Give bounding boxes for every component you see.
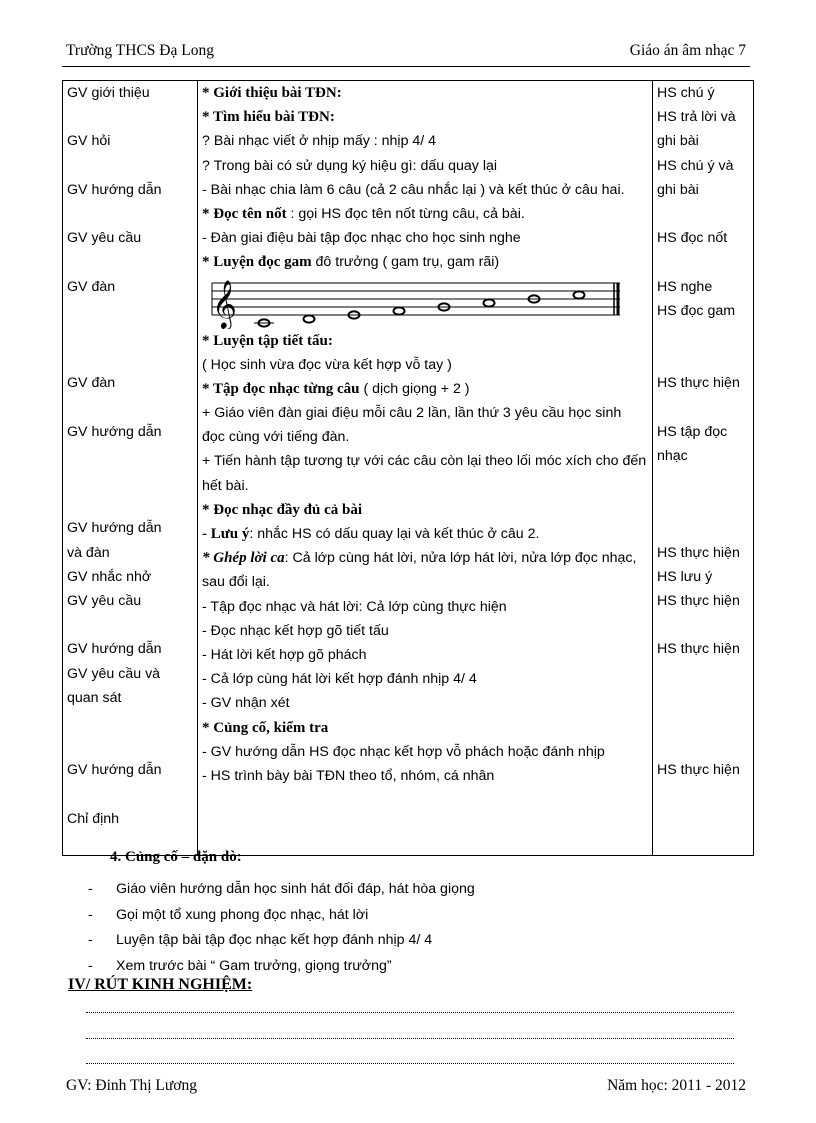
teacher-activity-column	[63, 81, 198, 856]
c-major-scale-staff	[202, 275, 648, 329]
student-activity-line: HS thực hiện	[657, 375, 740, 392]
student-activity-line	[657, 492, 749, 516]
student-activity-line: HS thực hiện	[657, 544, 740, 561]
lesson-table	[62, 80, 754, 856]
student-activity-line: HS tập đọc	[657, 423, 728, 440]
experience-title: IV/ RÚT KINH NGHIỆM:	[68, 976, 253, 993]
intro-title: * Giới thiệu bài TĐN:	[202, 85, 342, 101]
structure-text: - Bài nhạc chia làm 6 câu (cả 2 câu nhắc lại ) và kết thúc ở câu hai.	[202, 181, 625, 198]
dash-bullet-icon: -	[88, 932, 93, 948]
lyrics-title: * Ghép lời ca	[202, 550, 285, 567]
consolidation-title: 4. Củng cố – dặn dò:	[110, 849, 242, 865]
school-year: Năm học: 2011 - 2012	[607, 1077, 746, 1094]
teacher-activity-line: GV đàn	[67, 375, 116, 392]
whole-note	[574, 291, 585, 298]
teacher-activity-line: GV hướng dẫn	[67, 762, 162, 779]
check-2: - HS trình bày bài TĐN theo tổ, nhóm, cá nhân	[202, 768, 495, 784]
teacher-activity-line	[67, 395, 193, 419]
explore-title: * Tìm hiểu bài TĐN:	[202, 109, 335, 126]
dash-bullet-icon: -	[88, 957, 93, 974]
check-1: - GV hướng dẫn HS đọc nhạc kết hợp vỗ phách hoặc đánh nhịp	[202, 743, 605, 760]
whole-note	[484, 299, 495, 306]
note-label: - Lưu ý	[202, 526, 250, 543]
student-activity-line: HS trả lời và	[657, 109, 736, 126]
list-item: - Luyện tập bài tập đọc nhạc kết hợp đánh nhịp 4/ 4	[88, 928, 475, 954]
teacher-activity-line: GV hướng dẫn	[67, 181, 162, 198]
practice-4: - Cả lớp cùng hát lời kết hợp đánh nhịp 4/ 4	[202, 671, 477, 688]
question-1: ? Bài nhạc viết ở nhịp mấy : nhịp 4/ 4	[202, 133, 437, 150]
teacher-activity-line	[67, 299, 193, 323]
teacher-activity-line: GV hướng dẫn	[67, 423, 162, 440]
teacher-activity-line: Chỉ định	[67, 810, 120, 827]
teacher-activity-line	[67, 492, 193, 516]
teacher-activity-line	[67, 613, 193, 637]
student-activity-line: HS đọc nốt	[657, 230, 728, 247]
list-item: - Xem trước bài “ Gam trưởng, giọng trưởng”	[88, 954, 475, 980]
teacher-activity-line	[67, 444, 193, 468]
teacher-activity-line: GV giới thiệu	[67, 85, 150, 101]
teacher-activity-line	[67, 347, 193, 371]
note-line	[202, 522, 648, 546]
content-column	[198, 81, 653, 856]
treble-clef-icon: 𝄞	[212, 278, 237, 328]
teacher-activity-line: GV hướng dẫn	[67, 641, 162, 658]
whole-note	[304, 315, 315, 322]
header-divider	[62, 66, 750, 67]
teacher-activity-line	[67, 734, 193, 758]
student-activity-line	[657, 710, 749, 734]
teacher-activity-line: và đàn	[67, 544, 110, 561]
student-activity-line: HS thực hiện	[657, 592, 740, 609]
phrase-text: ( dịch giọng + 2 )	[359, 380, 470, 397]
table-row	[63, 81, 754, 856]
subject-title: Giáo án âm nhạc 7	[629, 42, 746, 59]
list-item: - Gọi một tổ xung phong đọc nhạc, hát lời	[88, 903, 475, 929]
phrase-step-1: + Giáo viên đàn giai điệu mỗi câu 2 lần, lần thứ 3 yêu cầu học sinh đọc cùng với tiếng đàn.	[202, 405, 622, 446]
teacher-activity-line	[67, 782, 193, 806]
phrase-step-2: + Tiến hành tập tương tự với các câu còn lại theo lối móc xích cho đến hết bài.	[202, 453, 647, 494]
student-activity-line	[657, 347, 749, 371]
whole-note	[394, 307, 405, 314]
read-notes-title: * Đọc tên nốt	[202, 205, 287, 222]
play-melody: - Đàn giai điệu bài tập đọc nhạc cho học sinh nghe	[202, 230, 521, 247]
teacher-activity-line: GV hướng dẫn	[67, 520, 162, 537]
list-item: - Giáo viên hướng dẫn học sinh hát đối đáp, hát hòa giọng	[88, 877, 475, 903]
teacher-activity-line: quan sát	[67, 689, 122, 706]
student-activity-column	[653, 81, 754, 856]
student-activity-line	[657, 202, 749, 226]
consolidation-list	[88, 877, 475, 979]
student-activity-line	[657, 734, 749, 758]
read-notes-line	[202, 202, 648, 226]
student-activity-line: HS thực hiện	[657, 641, 740, 658]
student-activity-line	[657, 613, 749, 637]
student-activity-line	[657, 831, 749, 855]
page-header	[66, 42, 746, 64]
music-staff	[206, 275, 626, 329]
dash-bullet-icon: -	[88, 906, 93, 923]
student-activity-line	[657, 782, 749, 806]
student-activity-line	[657, 395, 749, 419]
student-activity-line	[657, 516, 749, 540]
phrase-title: * Tập đọc nhạc từng câu	[202, 380, 360, 397]
rhythm-text: ( Học sinh vừa đọc vừa kết hợp vỗ tay )	[202, 356, 452, 373]
student-activity-line: HS chú ý	[657, 85, 715, 101]
check-title: * Củng cố, kiểm tra	[202, 719, 329, 736]
dotted-line	[86, 1038, 734, 1039]
teacher-activity-line: GV yêu cầu và	[67, 665, 161, 682]
teacher-activity-line: GV hỏi	[67, 133, 111, 150]
student-activity-line: HS đọc gam	[657, 302, 736, 319]
student-activity-line: ghi bài	[657, 133, 699, 150]
student-activity-line	[657, 250, 749, 274]
teacher-activity-line	[67, 710, 193, 734]
question-2: ? Trong bài có sử dụng ký hiệu gì: dấu quay lại	[202, 157, 498, 174]
lyrics-text: : Cả lớp cùng hát lời, nửa lớp hát lời, nửa lớp đọc nhạc, sau đổi lại.	[202, 550, 637, 591]
student-activity-line: HS lưu ý	[657, 568, 713, 585]
practice-3: - Hát lời kết hợp gõ phách	[202, 647, 367, 664]
dash-bullet-icon: -	[88, 881, 93, 897]
teacher-activity-line: GV yêu cầu	[67, 230, 142, 247]
student-activity-line: HS nghe	[657, 278, 713, 295]
student-activity-line: HS thực hiện	[657, 762, 740, 779]
teacher-activity-line	[67, 323, 193, 347]
student-activity-line: nhạc	[657, 447, 688, 464]
teacher-activity-line	[67, 468, 193, 492]
rhythm-title: * Luyện tập tiết tấu:	[202, 332, 333, 349]
teacher-activity-line	[67, 250, 193, 274]
teacher-activity-line	[67, 154, 193, 178]
student-activity-line	[657, 686, 749, 710]
student-activity-line	[657, 323, 749, 347]
teacher-activity-line: GV nhắc nhở	[67, 568, 152, 585]
read-notes-text: : gọi HS đọc tên nốt từng câu, cả bài.	[286, 205, 525, 222]
practice-5: - GV nhận xét	[202, 695, 290, 712]
school-name: Trường THCS Đạ Long	[66, 42, 214, 59]
student-activity-line	[657, 468, 749, 492]
student-activity-line	[657, 662, 749, 686]
teacher-activity-line: GV yêu cầu	[67, 592, 142, 609]
phrase-line	[202, 377, 648, 401]
student-activity-line	[657, 807, 749, 831]
practice-1: - Tập đọc nhạc và hát lời: Cả lớp cùng thực hiện	[202, 598, 507, 615]
teacher-activity-line	[67, 105, 193, 129]
teacher-name: GV: Đinh Thị Lương	[66, 1077, 197, 1094]
student-activity-line: ghi bài	[657, 181, 699, 198]
note-text: : nhắc HS có dấu quay lại và kết thúc ở câu 2.	[249, 526, 540, 543]
dotted-line	[86, 1063, 734, 1064]
scale-text: đô trưởng ( gam trụ, gam rãi)	[311, 254, 500, 271]
practice-2: - Đọc nhạc kết hợp gõ tiết tấu	[202, 622, 389, 639]
scale-line	[202, 250, 648, 274]
teacher-activity-line: GV đàn	[67, 278, 116, 295]
scale-title: * Luyện đọc gam	[202, 254, 312, 271]
full-reading-title: * Đọc nhạc đầy đủ cả bài	[202, 501, 363, 518]
student-activity-line: HS chú ý và	[657, 157, 734, 174]
lyrics-line	[202, 546, 648, 594]
dotted-line	[86, 1012, 734, 1013]
teacher-activity-line	[67, 202, 193, 226]
